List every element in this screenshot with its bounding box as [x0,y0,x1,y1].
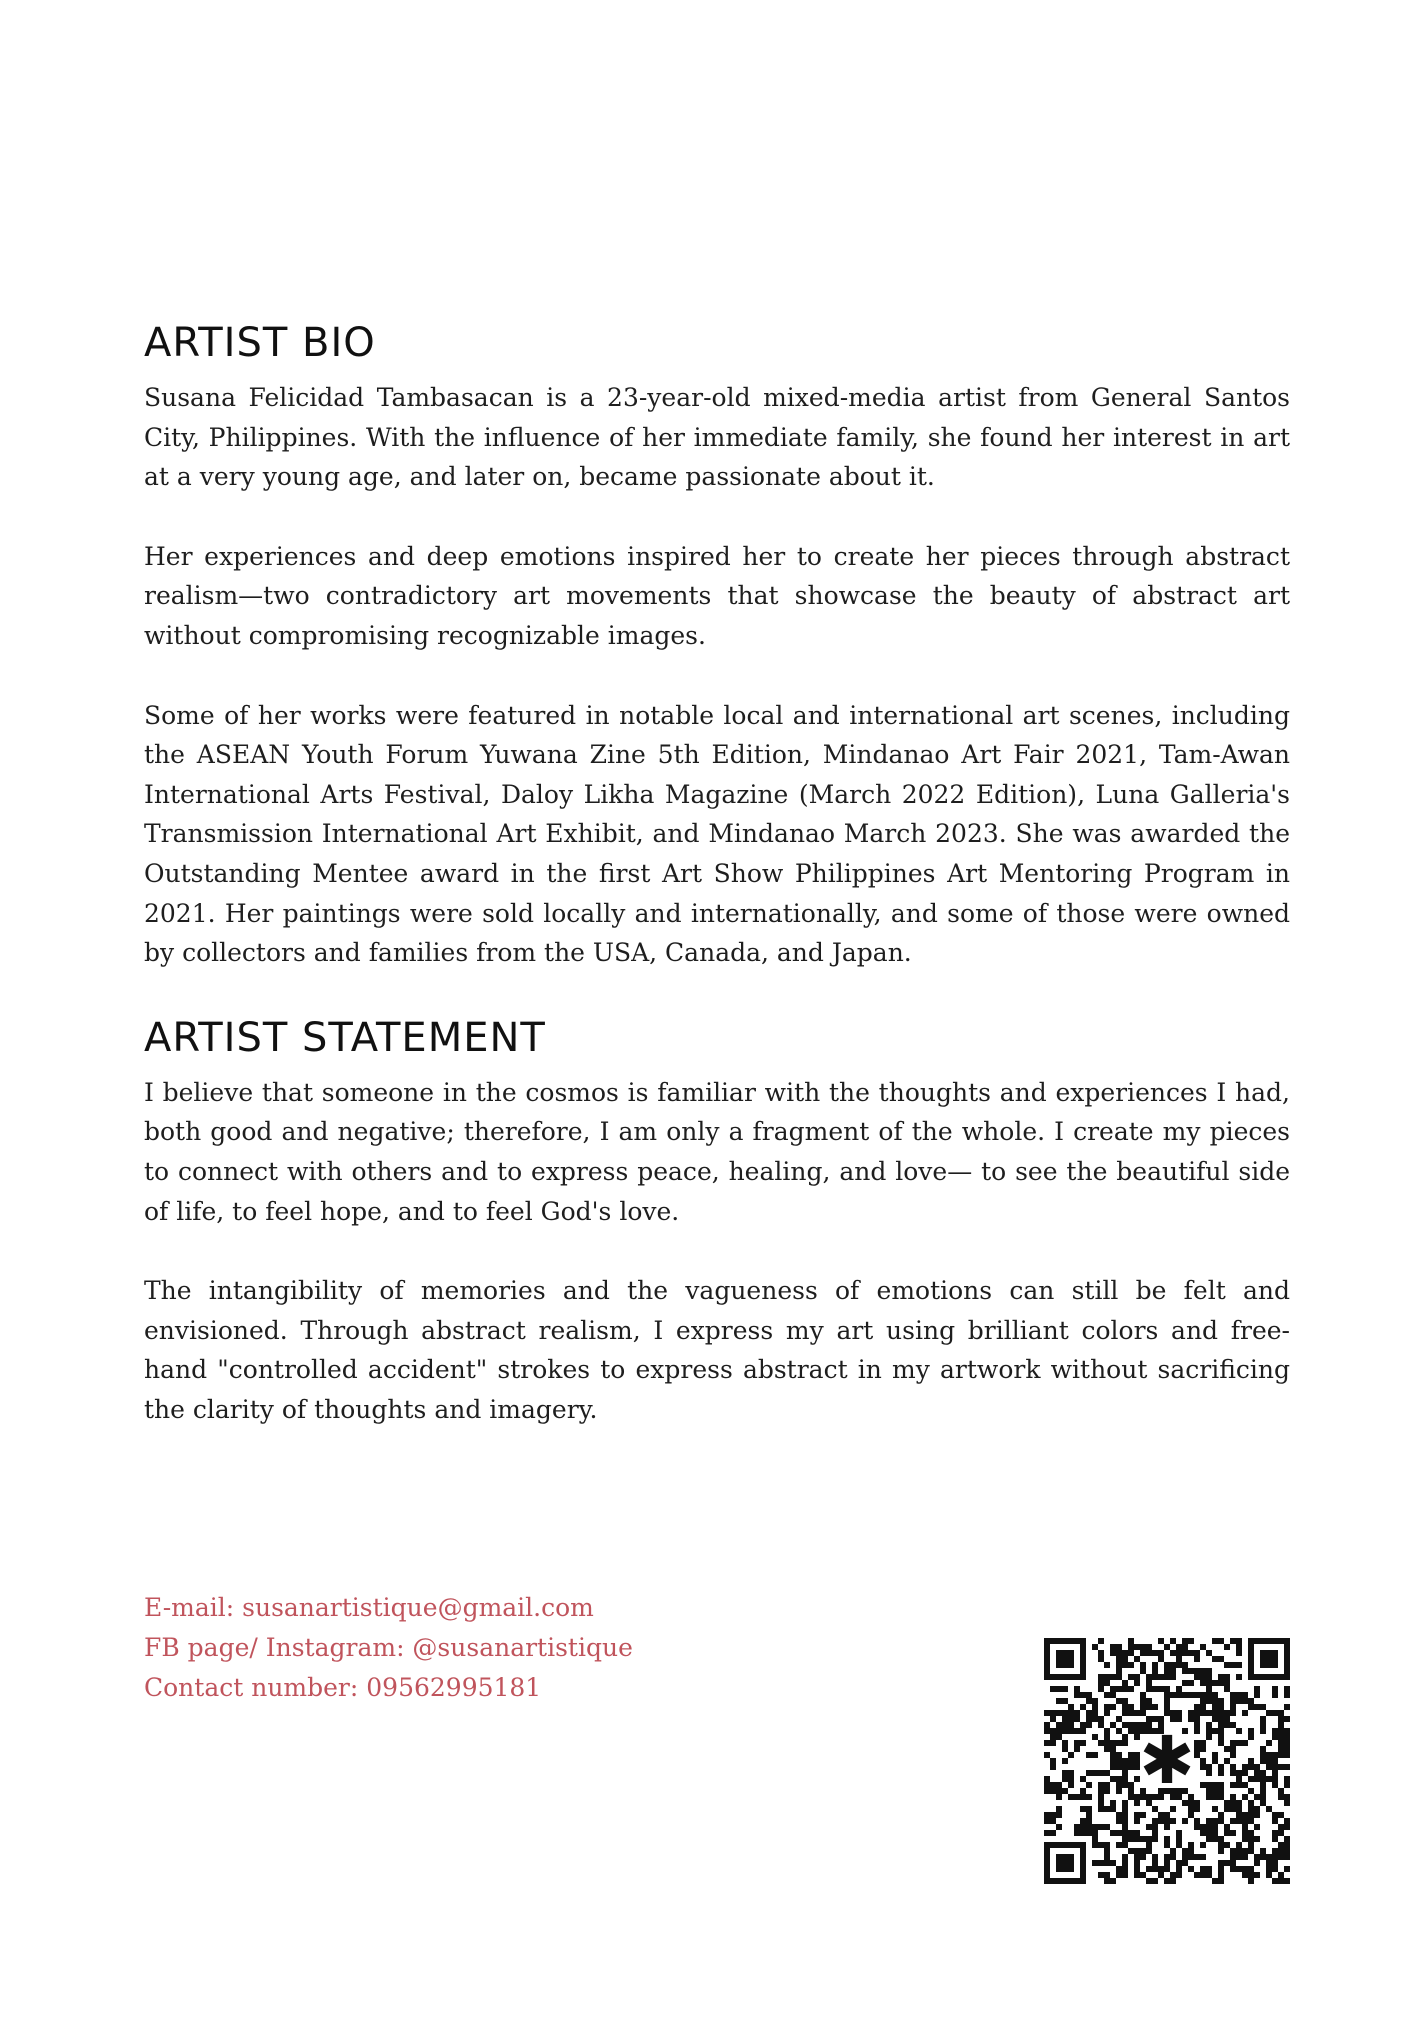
qr-code-icon [1044,1638,1290,1884]
bio-paragraph: Her experiences and deep emotions inspired her to create her pieces through abstract realism—two contradictory art movements that showcase the beauty of abstract art without compromising recognizable images. [144,541,1290,650]
bio-paragraph: Susana Felicidad Tambasacan is a 23-year-old mixed-media artist from General Santos City, Philippines. With the influence of her immediate family, she found her interest in art at a very young age, and later on, became passionate about it. [144,383,1290,492]
bio-paragraph: Some of her works were featured in notable local and international art scenes, including the ASEAN Youth Forum Yuwana Zine 5th Edition, Mindanao Art Fair 2021, Tam-Awan International Arts Festival, Daloy Likha Magazine (March 2022 Edition), Luna Galleria's Transmission International Art Exhibit, and Mindanao March 2023. She was awarded the Outstanding Mentee award in the first Art Show Philippines Art Mentoring Program in 2021. Her paintings were sold locally and internationally, and some of those were owned by collectors and families from the USA, Canada, and Japan. [144,700,1290,968]
phone-contact[interactable]: Contact number: 09562995181 [144,1673,542,1702]
artist-bio-heading: ARTIST BIO [144,320,376,366]
qr-center-asterisk-icon: ✱ [1139,1722,1195,1800]
artist-statement-section [144,1013,1290,1430]
artist-bio-section [144,318,1290,973]
contact-block [144,1588,633,1708]
artist-statement-heading: ARTIST STATEMENT [144,1014,546,1061]
statement-paragraph: I believe that someone in the cosmos is familiar with the thoughts and experiences I had, both good and negative; therefore, I am only a fragment of the whole. I create my pieces to connect with others and to express peace, healing, and love— to see the beautiful side of life, to feel hope, and to feel God's love. [144,1077,1290,1226]
statement-paragraph: The intangibility of memories and the vagueness of emotions can still be felt and envisioned. Through abstract realism, I express my art using brilliant colors and free-hand "controlled accident" strokes to express abstract in my artwork without sacrificing the clarity of thoughts and imagery. [144,1276,1290,1424]
social-contact[interactable]: FB page/ Instagram: @susanartistique [144,1633,633,1662]
document-body [144,318,1290,1469]
email-contact[interactable]: E-mail: susanartistique@gmail.com [144,1593,594,1622]
